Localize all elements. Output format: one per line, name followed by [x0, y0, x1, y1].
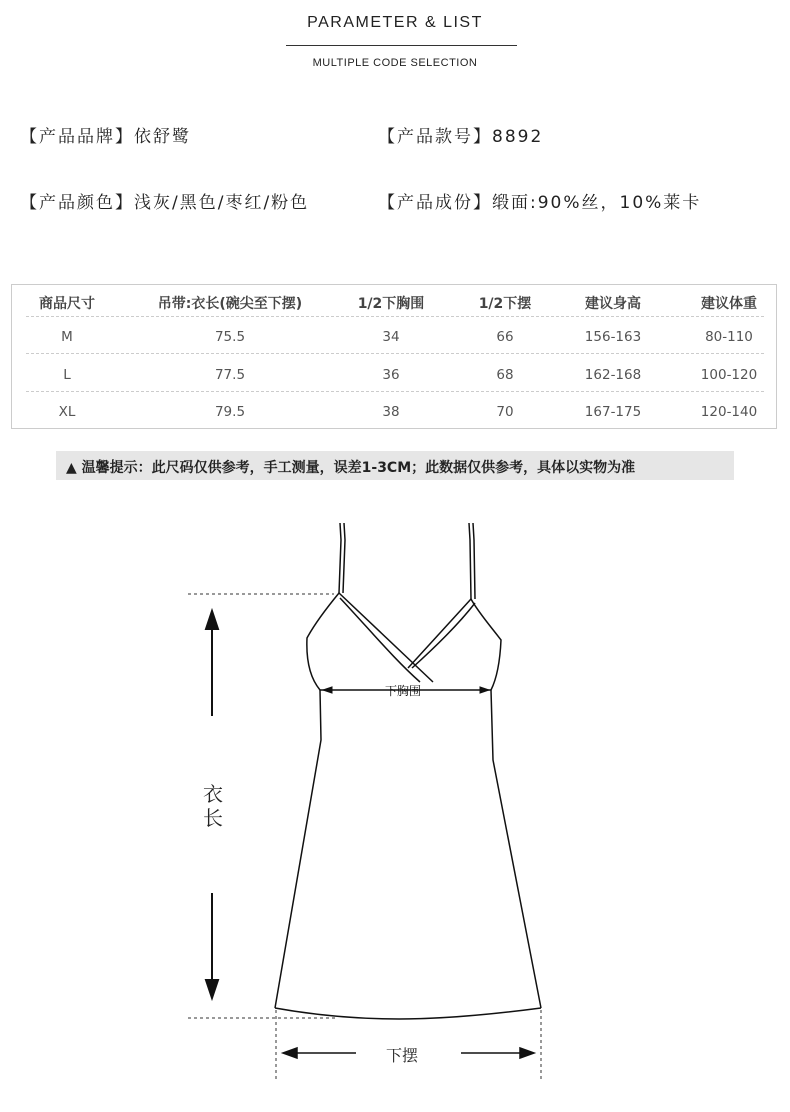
table-cell: 66 — [496, 329, 514, 345]
size-notice-text: ▲ 温馨提示：此尺码仅供参考，手工测量，误差1-3CM；此数据仅供参考，具体以实物为准 — [66, 460, 636, 476]
table-cell: 38 — [382, 404, 400, 420]
param-brand: 【产品品牌】依舒鹭 — [20, 127, 191, 147]
section-title: PARAMETER & LIST — [307, 14, 483, 31]
table-header-cell: 建议身高 — [585, 296, 641, 312]
table-cell: 70 — [496, 404, 514, 420]
hem-label: 下摆 — [386, 1046, 419, 1065]
table-cell: 79.5 — [214, 404, 246, 420]
table-cell: 77.5 — [214, 367, 246, 383]
table-cell: M — [61, 329, 73, 345]
length-guide-lines — [188, 594, 541, 1080]
table-cell: XL — [58, 404, 76, 420]
table-cell: 156-163 — [584, 329, 642, 345]
table-cell: 75.5 — [214, 329, 246, 345]
table-cell: 68 — [496, 367, 514, 383]
table-cell: 162-168 — [584, 367, 642, 383]
table-cell: L — [63, 367, 71, 383]
table-cell: 80-110 — [705, 329, 753, 345]
param-model: 【产品款号】8892 — [378, 127, 544, 147]
table-cell: 120-140 — [700, 404, 758, 420]
section-subtitle: MULTIPLE CODE SELECTION — [312, 57, 478, 69]
table-cell: 100-120 — [700, 367, 758, 383]
length-label: 衣长 — [203, 782, 223, 830]
table-header-cell: 1/2下摆 — [478, 296, 532, 312]
table-header-cell: 商品尺寸 — [39, 296, 95, 312]
dress-outline — [275, 523, 541, 1019]
table-header-cell: 吊带:衣长(碗尖至下摆) — [157, 296, 303, 312]
table-cell: 167-175 — [584, 404, 642, 420]
under-bust-label: 下胸围 — [385, 684, 422, 698]
table-cell: 34 — [382, 329, 400, 345]
table-cell: 36 — [382, 367, 400, 383]
param-material: 【产品成份】缎面:90%丝，10%莱卡 — [378, 193, 702, 213]
table-header-cell: 1/2下胸围 — [357, 296, 425, 312]
table-header-cell: 建议体重 — [701, 296, 757, 312]
param-color: 【产品颜色】浅灰/黑色/枣红/粉色 — [20, 193, 310, 213]
